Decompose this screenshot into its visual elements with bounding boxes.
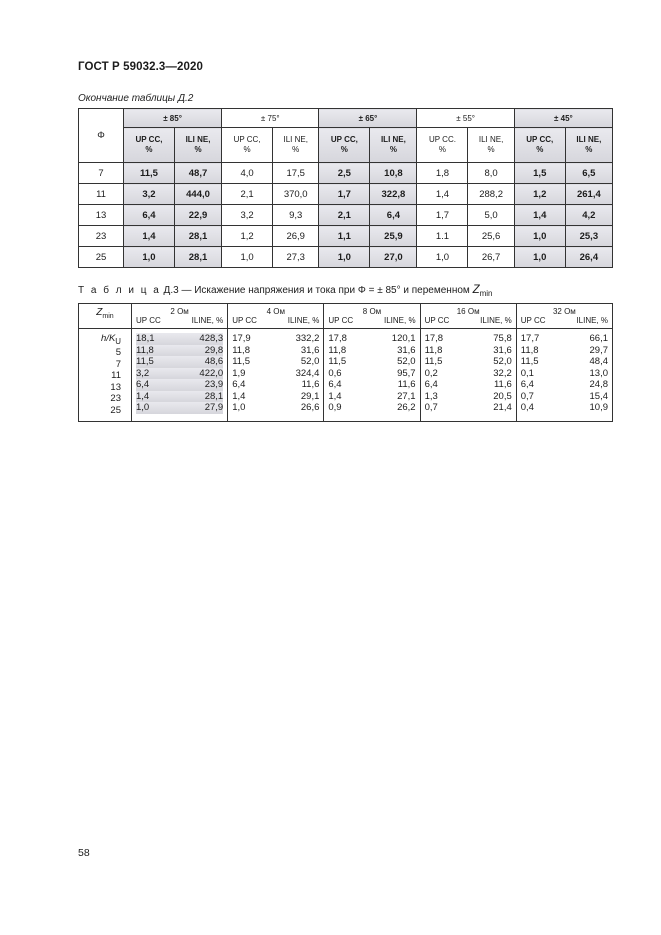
cell: 1,0 — [319, 247, 370, 268]
cell: 370,0 — [273, 184, 319, 205]
group-header: 32 Ом UP CC ILINE, % — [516, 304, 612, 329]
cell: 1,4 — [124, 226, 175, 247]
cell: 28,1 — [174, 247, 221, 268]
sub-header: ILI NE, % — [370, 128, 417, 163]
cell: 1,4 — [514, 205, 565, 226]
group-header: ± 85° — [124, 109, 222, 128]
harmonic-column — [79, 329, 132, 422]
cell: 6,4 — [124, 205, 175, 226]
cell: 6,5 — [565, 163, 612, 184]
zmin-header: $Z_{min}$ — [79, 304, 132, 329]
cell: 9,3 — [273, 205, 319, 226]
page-number: 58 — [78, 847, 90, 859]
cell: 25,9 — [370, 226, 417, 247]
group-header: ± 55° — [417, 109, 514, 128]
sub-header: UP CC, % — [514, 128, 565, 163]
cell: 1,0 — [124, 247, 175, 268]
table-row — [79, 184, 613, 205]
data-column-4ohm: 17,9 332,2 11,8 31,6 11,5 52,0 1,9 324,4 6,4 11,6 1,4 29,1 1,0 26,6 — [228, 329, 324, 422]
cell: 8,0 — [468, 163, 514, 184]
sub-header: ILI NE, % — [565, 128, 612, 163]
cell: 1,0 — [514, 247, 565, 268]
data-column-2ohm: 18,1 428,3 11,8 29,8 11,5 48,6 3,2 422,0 6,4 23,9 1,4 28,1 1,0 27,9 — [132, 329, 228, 422]
sub-header: ILI NE, % — [273, 128, 319, 163]
group-header: ± 45° — [514, 109, 612, 128]
cell: 1.1 — [417, 226, 468, 247]
data-column-8ohm: 17,8 120,1 11,8 31,6 11,5 52,0 0,6 95,7 6,4 11,6 1,4 27,1 0,9 26,2 — [324, 329, 420, 422]
data-column-32ohm: 17,7 66,1 11,8 29,7 11,5 48,4 0,1 13,0 6,4 24,8 0,7 15,4 0,4 10,9 — [516, 329, 612, 422]
cell: 2,1 — [319, 205, 370, 226]
cell: 26,9 — [273, 226, 319, 247]
cell: 22,9 — [174, 205, 221, 226]
group-header: ± 75° — [222, 109, 319, 128]
cell: 5,0 — [468, 205, 514, 226]
cell: 1,7 — [319, 184, 370, 205]
cell: 444,0 — [174, 184, 221, 205]
harmonic-label: 13 — [110, 381, 121, 393]
sub-header: UP CC, % — [222, 128, 273, 163]
harmonic-label: 7 — [115, 358, 121, 370]
cell: 2,1 — [222, 184, 273, 205]
cell: 1,0 — [222, 247, 273, 268]
table2-caption: Т а б л и ц а Д.3 — Искажение напряжения и тока при Φ = ± 85° и переменном $Z_{min}$ — [78, 284, 493, 298]
group-header: ± 65° — [319, 109, 417, 128]
harmonic-label: 23 — [110, 393, 121, 405]
cell: 25,6 — [468, 226, 514, 247]
sub-header: ILI NE, % — [174, 128, 221, 163]
cell: 1,2 — [222, 226, 273, 247]
sub-header: UP CC, % — [319, 128, 370, 163]
cell: 27,0 — [370, 247, 417, 268]
harmonic-label: 5 — [115, 347, 121, 359]
cell: 1,8 — [417, 163, 468, 184]
cell: 1,0 — [417, 247, 468, 268]
table1-caption: Окончание таблицы Д.2 — [78, 93, 194, 104]
data-column-16ohm: 17,8 75,8 11,8 31,6 11,5 52,0 0,2 32,2 6,4 11,6 1,3 20,5 0,7 21,4 — [420, 329, 516, 422]
document-header: ГОСТ Р 59032.3—2020 — [78, 61, 203, 73]
sub-header: UP CC. % — [417, 128, 468, 163]
cell: 28,1 — [174, 226, 221, 247]
table-row — [79, 205, 613, 226]
table-row — [79, 226, 613, 247]
cell: 11,5 — [124, 163, 175, 184]
cell: 1,5 — [514, 163, 565, 184]
cell: 13 — [79, 205, 124, 226]
cell: 3,2 — [124, 184, 175, 205]
cell: 11 — [79, 184, 124, 205]
cell: 48,7 — [174, 163, 221, 184]
sub-header: UP CC, % — [124, 128, 175, 163]
cell: 6,4 — [370, 205, 417, 226]
cell: 1,2 — [514, 184, 565, 205]
sub-header: ILI NE, % — [468, 128, 514, 163]
cell: 26,7 — [468, 247, 514, 268]
cell: 4,2 — [565, 205, 612, 226]
table-row — [79, 163, 613, 184]
cell: 25,3 — [565, 226, 612, 247]
cell: 17,5 — [273, 163, 319, 184]
cell: 26,4 — [565, 247, 612, 268]
cell: 10,8 — [370, 163, 417, 184]
cell: 322,8 — [370, 184, 417, 205]
cell: 3,2 — [222, 205, 273, 226]
cell: 7 — [79, 163, 124, 184]
group-header: 4 Ом UP CC ILINE, % — [228, 304, 324, 329]
phi-header: Φ — [79, 109, 124, 163]
table-d2-end — [78, 108, 613, 268]
cell: 288,2 — [468, 184, 514, 205]
cell: 1,0 — [514, 226, 565, 247]
harmonic-label: 11 — [111, 370, 121, 382]
cell: 261,4 — [565, 184, 612, 205]
harmonic-label: 25 — [110, 404, 121, 416]
row-label-h: $h/K_U$ — [101, 333, 121, 346]
group-header: 16 Ом UP CC ILINE, % — [420, 304, 516, 329]
cell: 27,3 — [273, 247, 319, 268]
cell: 1,4 — [417, 184, 468, 205]
cell: 1,1 — [319, 226, 370, 247]
cell: 23 — [79, 226, 124, 247]
cell: 1,7 — [417, 205, 468, 226]
cell: 2,5 — [319, 163, 370, 184]
table-row — [79, 247, 613, 268]
group-header: 8 Ом UP CC ILINE, % — [324, 304, 420, 329]
cell: 4,0 — [222, 163, 273, 184]
group-header: 2 Ом UP CC ILINE, % — [132, 304, 228, 329]
cell: 25 — [79, 247, 124, 268]
table-d3 — [78, 303, 613, 422]
